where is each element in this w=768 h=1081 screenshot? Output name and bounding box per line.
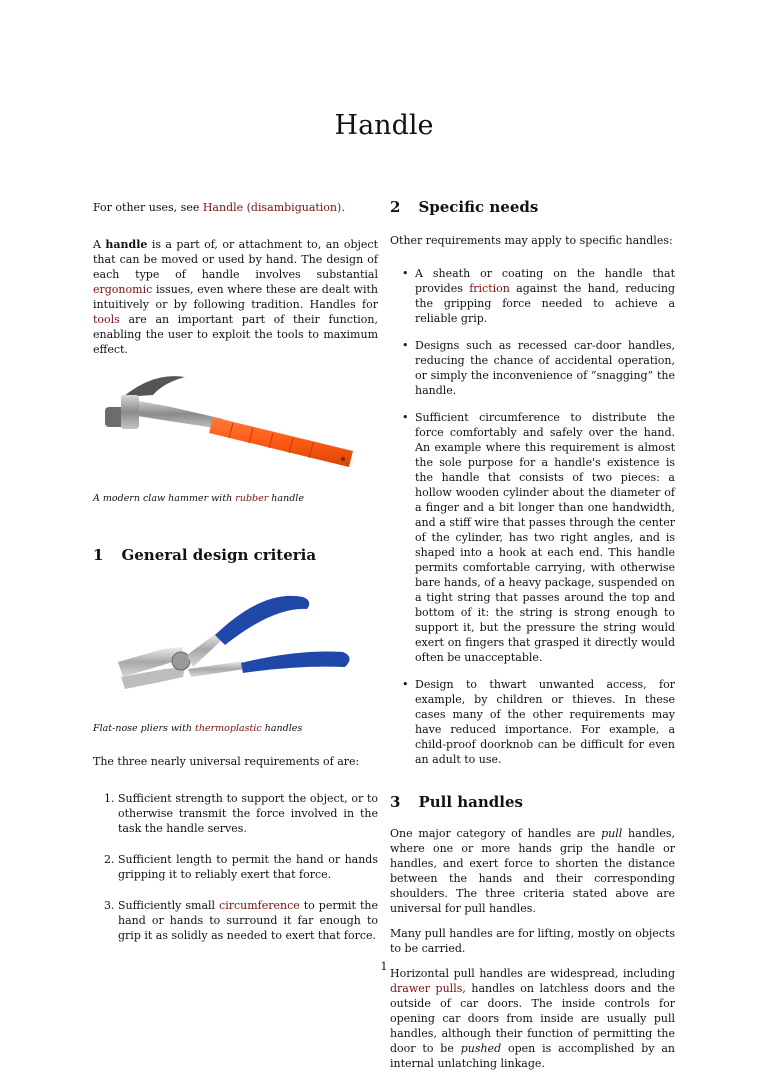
- section-heading-pull-handles: 3 Pull handles: [390, 793, 523, 811]
- pliers-caption: Flat-nose pliers with thermoplastic handles: [93, 723, 303, 734]
- hammer-image: [93, 367, 363, 487]
- pull-paragraph-1: One major category of handles are pull handles, where one or more hands grip the handle or handles, and exert force to shorten the distance between the hands and their corresponding shoulders. The three criteria stated above are universal for pull handles.: [390, 827, 675, 915]
- page-number: 1: [380, 960, 388, 973]
- disambiguation-link[interactable]: Handle (disambiguation): [202, 201, 342, 214]
- list-item: 2. Sufficient length to permit the hand or hands gripping it to reliably exert that force.: [118, 852, 378, 882]
- intro-paragraph: A handle is a part of, or attachment to, an object that can be moved or used by hand. The design of each type of handle involves substantial ergonomic issues, even where these are dealt with intuitively or by following tradition. Handles for tools are an important part of their function, enabling the user to exploit the tools to maximum effect.: [93, 238, 378, 356]
- left-column: [93, 200, 378, 959]
- specific-needs-list: [390, 266, 675, 767]
- drawer-pulls-link[interactable]: drawer pulls: [390, 982, 463, 995]
- list-item: • Design to thwart unwanted access, for example, by children or thieves. In these cases many of the other requirements may have reduced importance. For example, a child-proof doorknob can be difficult for even an adult to use.: [415, 677, 675, 767]
- pull-paragraph-3: Horizontal pull handles are widespread, including drawer pulls, handles on latchless doors and the outside of car doors. The inside controls for opening car doors from inside are usually pull handles, although their function of permitting the door to be pushed open is accomplished by an internal unlatching linkage.: [390, 967, 675, 1070]
- requirements-list: [93, 791, 378, 943]
- specific-needs-intro: Other requirements may apply to specific handles:: [390, 234, 673, 247]
- pull-paragraph-2: Many pull handles are for lifting, mostly on objects to be carried.: [390, 927, 676, 955]
- tools-link[interactable]: tools: [93, 313, 120, 326]
- page-title: Handle: [334, 110, 434, 141]
- list-item: • Sufficient circumference to distribute the force comfortably and safely over the hand. An example where this requirement is almost the sole purpose for a handle's existence is the handle that consists of two pieces: a hollow wooden cylinder about the diameter of a finger and a bit longer than one handwidth, and a stiff wire that passes through the center of the cylinder, has two right angles, and is shaped into a hook at each end. This handle permits comfortable carrying, with otherwise bare hands, of a heavy package, suspended on a tight string that passes around the top and bottom of it: the string is strong enough to support it, but the pressure the string would exert on fingers that grasped it directly would often be unacceptable.: [415, 410, 675, 665]
- hatnote: For other uses, see Handle (disambiguation).: [93, 201, 345, 214]
- list-item: • A sheath or coating on the handle that provides friction against the hand, reducing the gripping force needed to achieve a reliable grip.: [415, 266, 675, 326]
- rubber-link[interactable]: rubber: [235, 493, 269, 504]
- section-heading-specific-needs: 2 Specific needs: [390, 198, 539, 216]
- thermoplastic-link[interactable]: thermoplastic: [195, 723, 262, 734]
- circumference-link[interactable]: circumference: [219, 899, 300, 912]
- ergonomic-link[interactable]: ergonomic: [93, 283, 153, 296]
- section-heading-general-design: 1 General design criteria: [93, 546, 317, 564]
- list-item: • Designs such as recessed car-door handles, reducing the chance of accidental operation, or simply the inconvenience of “snagging” the handle.: [415, 338, 675, 398]
- list-item: 1. Sufficient strength to support the object, or to otherwise transmit the force involved in the task the handle serves.: [118, 791, 378, 836]
- requirements-intro: The three nearly universal requirements of are:: [93, 755, 360, 768]
- right-column: [390, 200, 675, 1081]
- pliers-image: [93, 577, 363, 717]
- list-item: 3. Sufficiently small circumference to permit the hand or hands to surround it far enough to grip it as solidly as needed to exert that force.: [118, 898, 378, 943]
- friction-link[interactable]: friction: [469, 282, 510, 295]
- hammer-caption: A modern claw hammer with rubber handle: [93, 493, 304, 504]
